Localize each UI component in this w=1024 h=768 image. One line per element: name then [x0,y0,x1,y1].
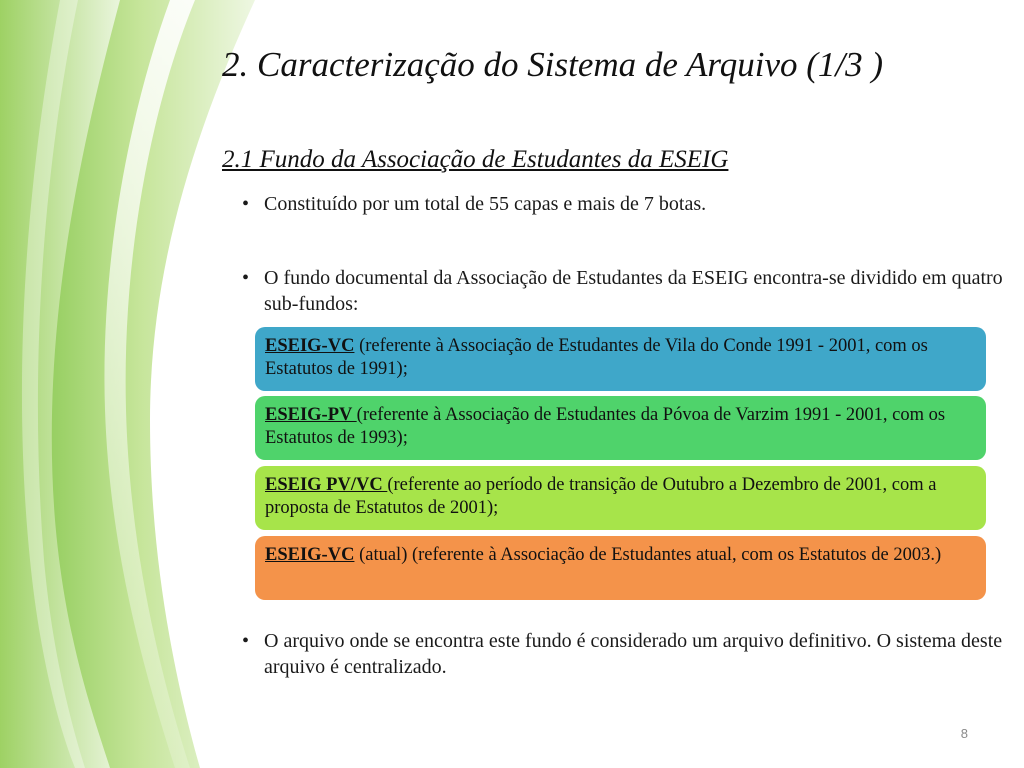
bullet-dot: • [242,193,250,215]
bullet-text: O arquivo onde se encontra este fundo é considerado um arquivo definitivo. O sistema deste arquivo é centralizado. [264,630,1003,678]
bullet-text: O fundo documental da Associação de Estudantes da ESEIG encontra-se dividido em quatro sub-fundos: [264,267,1003,315]
bullet-item [242,628,1017,680]
section-subtitle: 2.1 Fundo da Associação de Estudantes da ESEIG [222,146,729,173]
bullet-text: Constituído por um total de 55 capas e mais de 7 botas. [264,193,707,215]
subfundo-code: ESEIG-PV [265,405,357,425]
subfundo-code: ESEIG-VC [265,336,355,356]
bullet-item [242,191,1017,217]
subfundo-box-eseig-pv-vc [255,466,986,530]
subfundo-description: (atual) (referente à Associação de Estudantes atual, com os Estatutos de 2003.) [354,545,942,565]
bullet-dot: • [242,630,250,652]
subfundo-box-eseig-pv [255,396,986,460]
subfundo-code: ESEIG-VC [265,545,355,565]
page-number: 8 [960,726,968,741]
subfundo-code: ESEIG PV/VC [265,475,388,495]
subfundo-description: (referente à Associação de Estudantes da Póvoa de Varzim 1991 - 2001, com os Estatutos de 1993); [265,405,946,448]
subfundo-description: (referente ao período de transição de Outubro a Dezembro de 2001, com a proposta de Estatutos de 2001); [265,475,937,518]
subfundo-box-eseig-vc [255,327,986,391]
slide-title: 2. Caracterização do Sistema de Arquivo (1/3 ) [222,45,884,84]
bullet-item [242,265,1017,317]
subfundo-box-eseig-vc-atual [255,536,986,600]
subfundo-description: (referente à Associação de Estudantes de Vila do Conde 1991 - 2001, com os Estatutos de 1991); [265,336,928,379]
bullet-dot: • [242,267,250,289]
